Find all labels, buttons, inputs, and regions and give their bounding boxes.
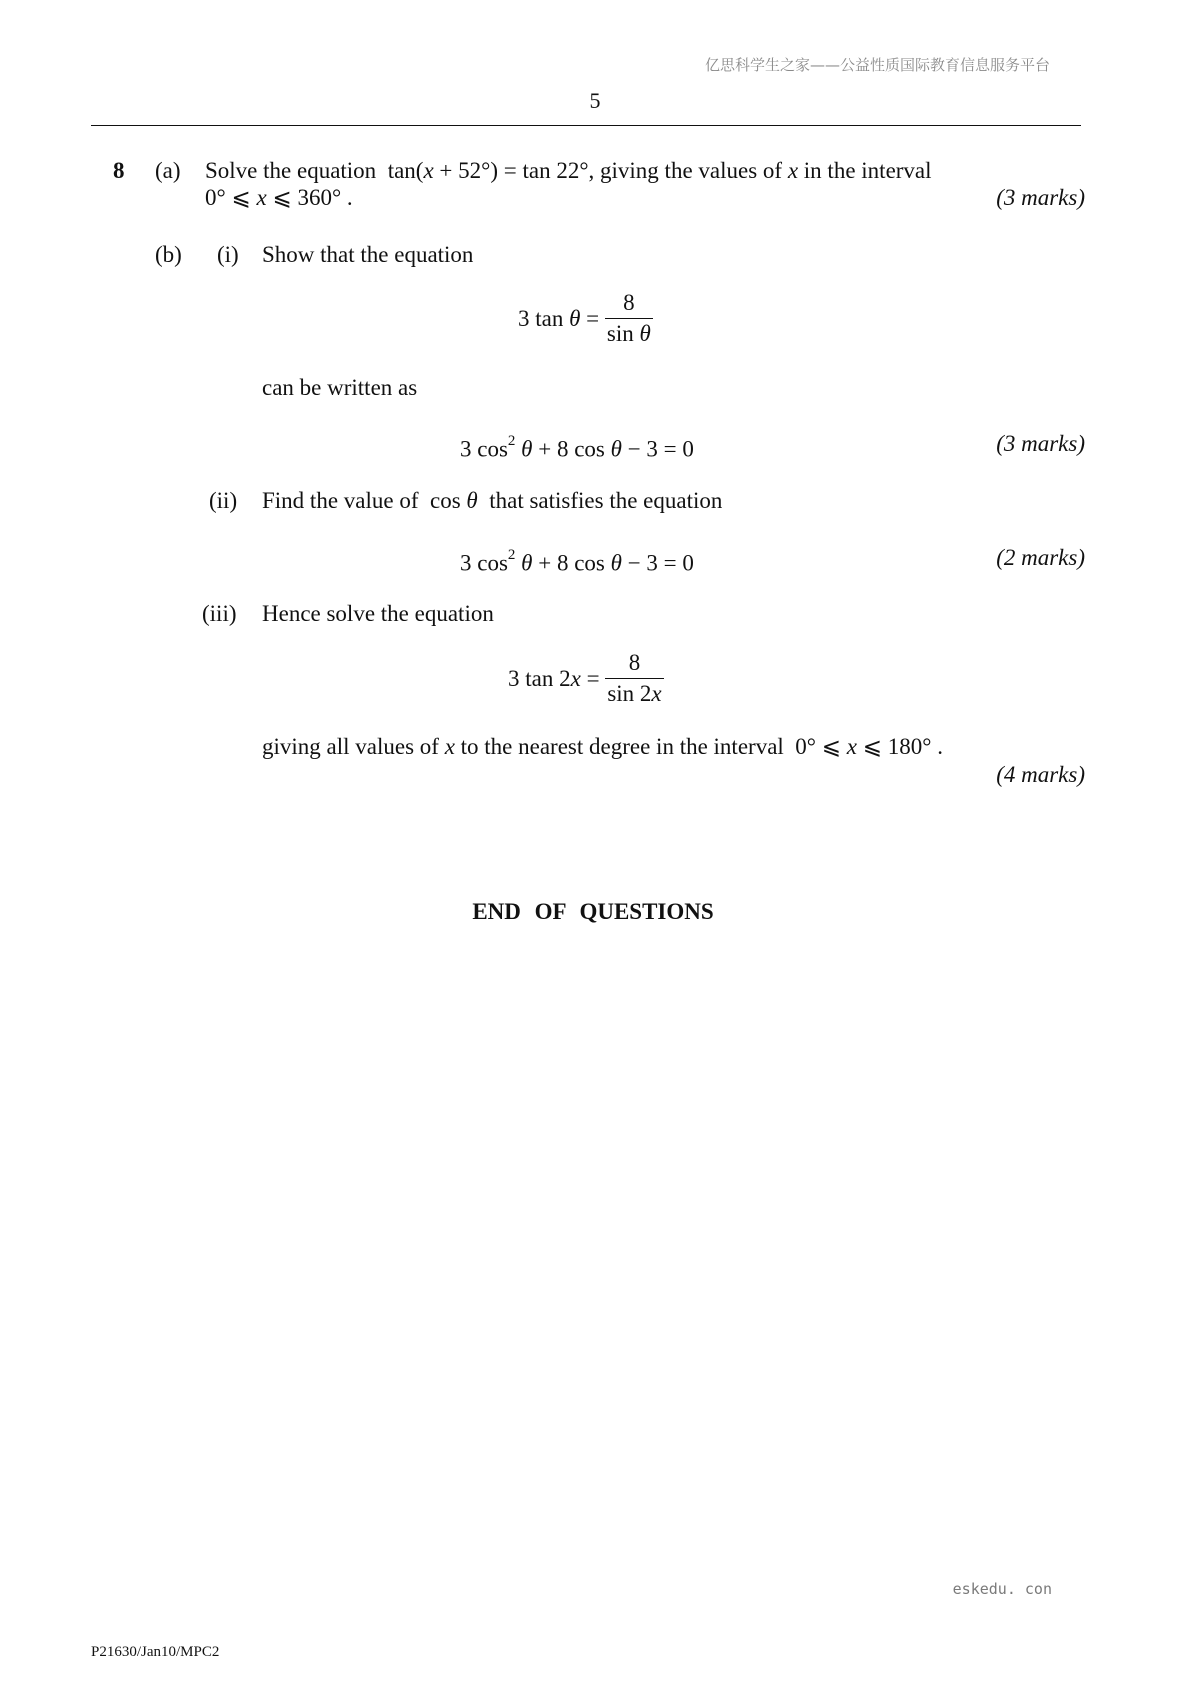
equation-quadratic-cos-1: 3 $\cos^2 \theta + 8$ cos θ − 3 = 0 — [460, 433, 694, 462]
part-a-interval: 0° ⩽ x ⩽ 360° . — [205, 185, 353, 210]
part-b-i-label: (i) — [217, 242, 239, 267]
footer-website: eskedu. con — [952, 1580, 1052, 1598]
part-b-i-marks: (3 marks) — [996, 431, 1085, 456]
part-a-text-line1: Solve the equation tan(x + 52°) = tan 22°, giving the values of x in the interval — [205, 158, 932, 183]
fraction-8-over-sin-2x: $\frac{8}{\sin 2x}$ — [607, 650, 662, 706]
part-a-marks: (3 marks) — [996, 185, 1085, 210]
fraction-8-over-sin-theta: $\frac{8}{\text{sin θ}}$ — [606, 290, 651, 346]
part-b-i-text2: can be written as — [262, 375, 418, 400]
equation-tan-2x: 3 tan 2 x = $\frac{8}{\sin 2x}$ — [508, 650, 662, 706]
equation-quadratic-cos-2: 3 $\cos^2 \theta + 8$ cos θ − 3 = 0 — [460, 547, 694, 576]
watermark-text: 亿思科学生之家——公益性质国际教育信息服务平台 — [704, 56, 1050, 74]
part-b-iii-label: (iii) — [202, 601, 237, 626]
equation-tan-theta: 3 tan θ = $\frac{8}{\text{sin θ}}$ — [518, 290, 651, 346]
header-rule — [91, 125, 1081, 126]
part-b-ii-label: (ii) — [209, 488, 238, 513]
page-number: 5 — [589, 88, 601, 113]
part-b-label: (b) — [155, 242, 182, 267]
part-b-iii-marks: (4 marks) — [996, 762, 1085, 787]
part-b-iii-text: Hence solve the equation — [262, 601, 494, 626]
part-a-label: (a) — [155, 158, 181, 183]
part-b-iii-text2: giving all values of x to the nearest degree in the interval 0° ⩽ x ⩽ 180° . — [262, 734, 943, 759]
part-b-ii-text: Find the value of cos θ that satisfies the equation — [262, 488, 723, 513]
end-of-questions: END OF QUESTIONS — [472, 899, 714, 924]
footer-paper-code: P21630/Jan10/MPC2 — [91, 1644, 220, 1660]
part-b-ii-marks: (2 marks) — [996, 545, 1085, 570]
part-b-i-text: Show that the equation — [262, 242, 474, 267]
question-number: 8 — [113, 158, 125, 183]
